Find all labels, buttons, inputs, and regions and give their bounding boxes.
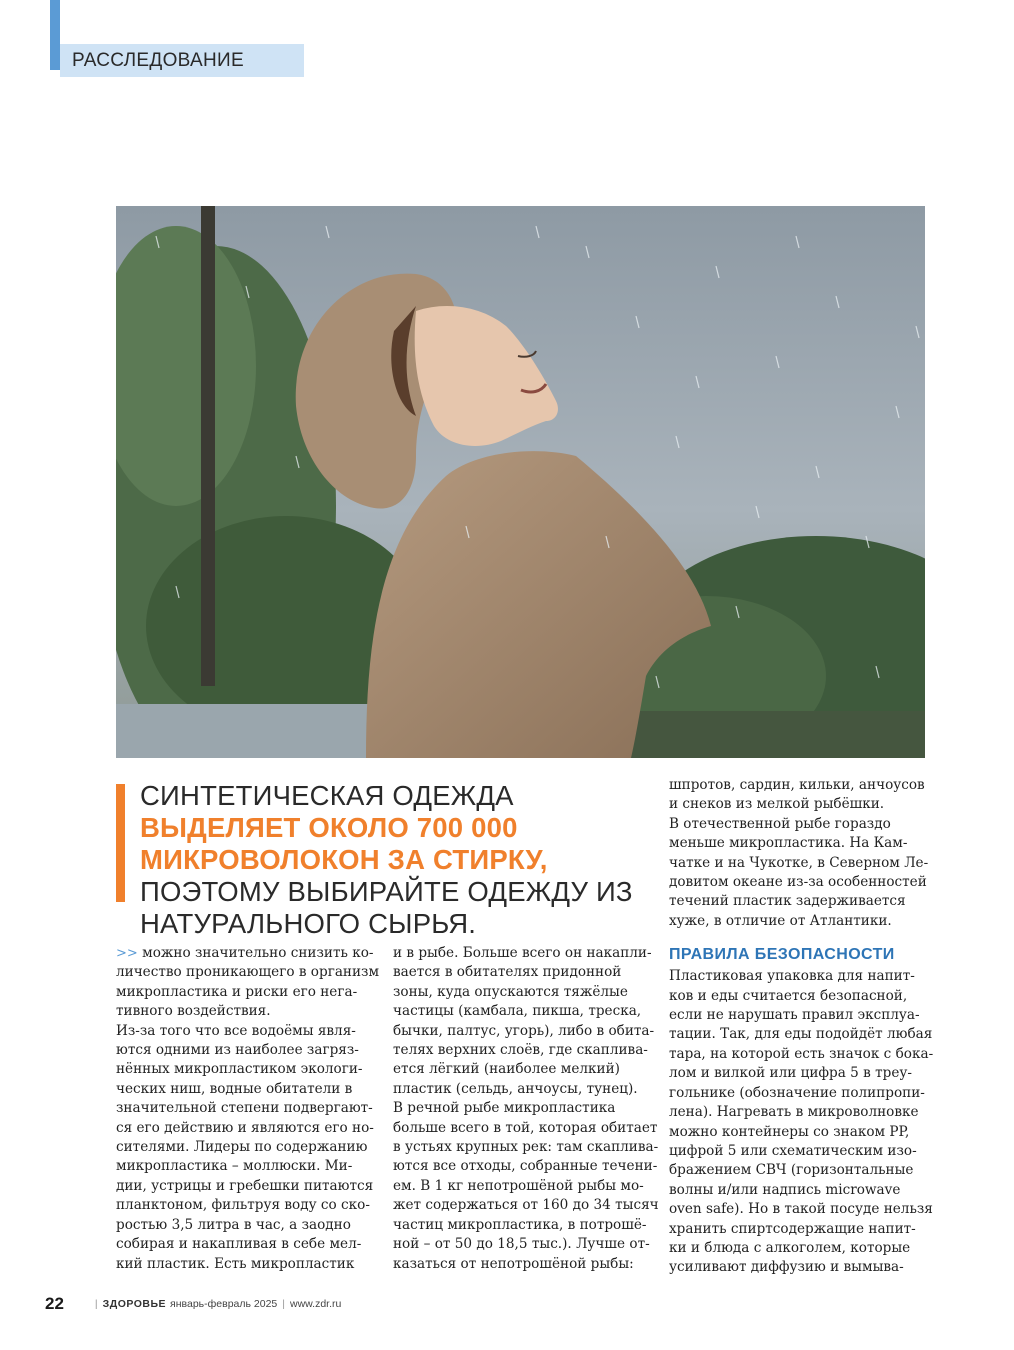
text-line-content: ростью 3,5 литра в час, а заодно [116,1216,351,1233]
text-line [393,983,659,1002]
text-line [393,1138,659,1157]
text-line-content: лена). Нагревать в микроволновке [669,1104,919,1121]
section-subheading: ПРАВИЛА БЕЗОПАСНОСТИ [669,946,895,964]
text-line [669,1084,933,1103]
text-line [393,1041,659,1060]
section-accent-bar [50,0,60,70]
website-url: www.zdr.ru [289,1298,342,1310]
text-line-content: и снеков из мелкой рыбёшки. [669,796,885,813]
text-line [393,1157,659,1176]
text-line [669,892,933,911]
text-line-content: частиц микропластика, в потрошё- [393,1216,647,1233]
text-line [116,1157,379,1176]
text-line-content: течений пластик задерживается [669,893,906,910]
article-column-1 [116,944,379,1274]
text-line [669,1181,933,1200]
pullquote-highlight: ВЫДЕЛЯЕТ ОКОЛО 700 000 МИКРОВОЛОКОН ЗА СТИРКУ, [140,812,548,875]
text-line [669,1239,933,1258]
text-line [669,1025,933,1044]
text-line [393,1255,659,1274]
text-line-content: В отечественной рыбе гораздо [669,815,891,832]
text-line [669,1220,933,1239]
continuation-arrow-icon: >> [116,946,138,961]
text-line-content: пластик (сельдь, анчоусы, тунец). [393,1080,638,1097]
text-line-content: и в рыбе. Больше всего он накапли- [393,945,652,961]
text-line [393,1177,659,1196]
text-line [116,1235,379,1254]
text-line-content: ки и блюда с алкоголем, которые [669,1239,911,1256]
text-line-content: усиливают диффузию и вымыва- [669,1259,904,1276]
text-line-content: цифрой 5 или схематическим изо- [669,1142,917,1159]
text-line-content: можно значительно снизить ко- [142,945,374,961]
text-line [393,1099,659,1118]
pullquote-text-end: ПОЭТОМУ ВЫБИРАЙТЕ ОДЕЖДУ ИЗ НАТУРАЛЬНОГО СЫРЬЯ. [140,876,633,939]
text-line-content: личество проникающего в организм [116,964,380,981]
text-line-content: казаться от непотрошёной рыбы: [393,1255,634,1272]
text-line-content: значительной степени подвергают- [116,1100,373,1117]
text-line [669,815,933,834]
text-line [116,1099,379,1118]
footer-separator: | [94,1298,98,1310]
text-line [669,967,933,986]
text-line [669,854,933,873]
text-line-content: микропластика и риски его нега- [116,983,358,1000]
woman-in-rain-photo [116,206,925,758]
text-line-content: жет содержаться от 160 до 34 тысяч [393,1197,659,1214]
text-line-content: ются все отходы, собранные течени- [393,1158,658,1175]
text-line-content: ся его действию и являются его но- [116,1119,374,1136]
issue-date: январь-февраль 2025 [170,1298,278,1310]
text-line-content: телях верхних слоёв, где скаплива- [393,1042,648,1059]
text-line-content: частицы (камбала, пикша, треска, [393,1003,642,1020]
text-line-content: дии, устрицы и гребешки питаются [116,1177,374,1194]
text-line [116,944,379,963]
section-label-text: РАССЛЕДОВАНИЕ [72,49,244,71]
text-line-content: планктоном, фильтруя воду со ско- [116,1197,370,1214]
text-line-content: oven safe). Но в такой посуде нельзя [669,1201,933,1218]
text-line-content: ем. В 1 кг непотрошёной рыбы мо- [393,1177,644,1194]
text-line [393,1216,659,1235]
text-line [116,1216,379,1235]
text-line [116,1022,379,1041]
text-line [116,1002,379,1021]
text-line [116,983,379,1002]
magazine-name: ЗДОРОВЬЕ [102,1298,167,1310]
footer-separator: | [282,1298,285,1310]
article-column-2 [393,944,659,1274]
text-line-content: ется лёгкий (наиболее мелкий) [393,1061,620,1078]
text-line-content: бычки, палтус, угорь), либо в обита- [393,1022,655,1039]
text-line-content: хранить спиртсодержащие напит- [669,1220,916,1237]
text-line [393,944,659,963]
page-number: 22 [45,1294,64,1313]
text-line-content: ков и еды считается безопасной, [669,987,908,1004]
text-line-content: Пластиковая упаковка для напит- [669,968,915,985]
text-line-content: ческих ниш, водные обитатели в [116,1080,353,1097]
article-column-3 [669,776,933,1278]
text-line [669,1064,933,1083]
text-line [116,1041,379,1060]
page-footer [45,1292,341,1316]
text-line-content: зоны, куда опускаются тяжёлые [393,983,628,1000]
text-line-content: чатке и на Чукотке, в Северном Ле- [669,854,929,871]
text-line [393,1119,659,1138]
pullquote-accent-bar [116,784,125,902]
text-line [669,1103,933,1122]
section-label [60,44,304,77]
text-line-content: довитом океане из-за особенностей [669,874,927,891]
text-line-content: меньше микропластика. На Кам- [669,835,908,852]
text-line [393,1022,659,1041]
text-line [393,1002,659,1021]
text-line [393,1235,659,1254]
text-line-content: если не нарушать правил эксплуа- [669,1007,920,1024]
text-line-content: ются одними из наиболее загряз- [116,1042,359,1059]
text-line-content: гольнике (обозначение полипропи- [669,1084,925,1101]
text-line [669,1123,933,1142]
text-line [669,1258,933,1277]
text-line-content: тивного воздействия. [116,1003,271,1020]
text-line-content: хуже, в отличие от Атлантики. [669,912,892,929]
text-line-content: В речной рыбе микропластика [393,1100,616,1117]
text-line [393,1080,659,1099]
text-line [669,1045,933,1064]
text-line-content: лом и вилкой или цифра 5 в треу- [669,1065,912,1082]
text-line-content: Из-за того что все водоёмы явля- [116,1022,356,1039]
text-line [116,1255,379,1274]
text-line [116,963,379,982]
text-line-content: тара, на которой есть значок с бока- [669,1045,934,1062]
text-line [669,795,933,814]
text-line [393,963,659,982]
text-line-content: сителями. Лидеры по содержанию [116,1139,368,1156]
text-line-content: в устьях крупных рек: там скаплива- [393,1139,659,1156]
text-line [116,1177,379,1196]
text-line [669,776,933,795]
text-line [669,987,933,1006]
text-line [116,1138,379,1157]
text-line-content: больше всего в той, которая обитает [393,1119,658,1136]
text-line [669,1161,933,1180]
text-line-content: бражением СВЧ (горизонтальные [669,1162,914,1179]
text-line-content: шпротов, сардин, кильки, анчоусов [669,777,925,793]
text-line [116,1080,379,1099]
text-line [669,834,933,853]
text-line-content: волны и/или надпись microwave [669,1181,901,1198]
text-line [669,1006,933,1025]
text-line [669,873,933,892]
text-line [393,1196,659,1215]
text-line [116,1060,379,1079]
pullquote-text: СИНТЕТИЧЕСКАЯ ОДЕЖДА [140,780,514,811]
text-line-content: ной – от 50 до 18,5 тыс.). Лучше от- [393,1236,650,1253]
text-line-content: тации. Так, для еды подойдёт любая [669,1026,933,1043]
text-line-content: вается в обитателях придонной [393,964,622,981]
text-line-content: собирая и накапливая в себе мел- [116,1236,362,1253]
text-line [669,1200,933,1219]
text-line [116,1119,379,1138]
text-line [669,1142,933,1161]
text-line-content: кий пластик. Есть микропластик [116,1255,355,1272]
text-line-content: нённых микропластиком экологи- [116,1061,363,1078]
text-line-content: можно контейнеры со знаком PP, [669,1123,910,1140]
text-line-content: микропластика – моллюски. Ми- [116,1158,353,1175]
text-line [116,1196,379,1215]
text-line [393,1060,659,1079]
text-line [669,912,933,931]
pullquote [140,780,660,940]
